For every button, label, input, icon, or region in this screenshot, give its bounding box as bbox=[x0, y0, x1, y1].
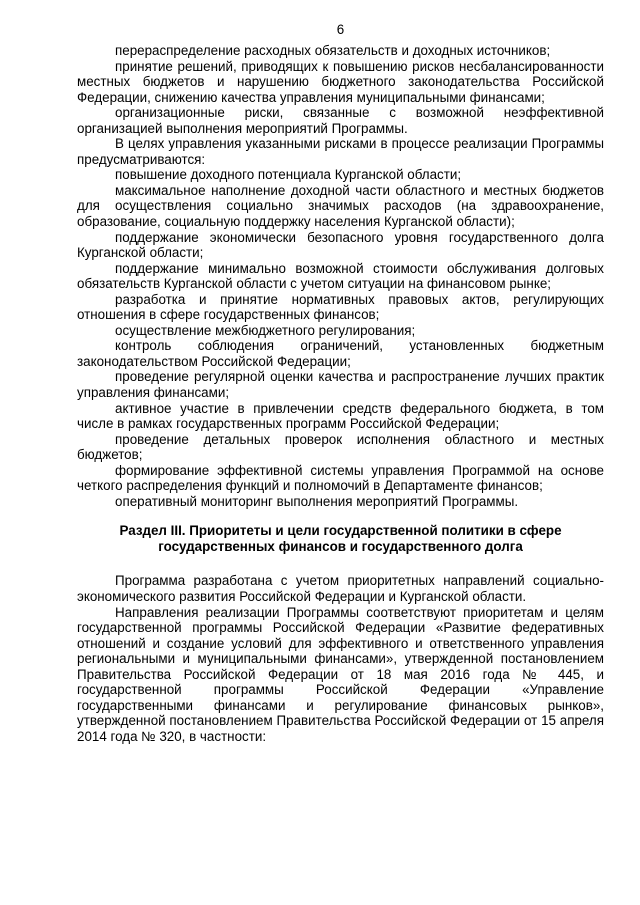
paragraph: активное участие в привлечении средств федерального бюджета, в том числе в рамках государственных программ Российской Федерации; bbox=[77, 400, 604, 432]
paragraph: поддержание экономически безопасного уровня государственного долга Курганской области; bbox=[77, 229, 604, 261]
paragraph: принятие решений, приводящих к повышению рисков несбалансированности местных бюджетов и нарушению бюджетного законодательства Российской Федерации, снижению качества управления муниципальными финансами; bbox=[77, 58, 604, 105]
paragraph: осуществление межбюджетного регулирования; bbox=[115, 322, 416, 338]
paragraph: разработка и принятие нормативных правовых актов, регулирующих отношения в сфере государственных финансов; bbox=[77, 291, 604, 323]
page-number: 6 bbox=[336, 22, 345, 37]
paragraph: поддержание минимально возможной стоимости обслуживания долговых обязательств Курганской области с учетом ситуации на финансовом рынке; bbox=[77, 260, 604, 292]
paragraph: максимальное наполнение доходной части областного и местных бюджетов для осуществления социально значимых расходов (на здравоохранение, образование, социальную поддержку населения Курганской области); bbox=[77, 182, 604, 230]
paragraph: повышение доходного потенциала Курганской области; bbox=[115, 167, 462, 183]
paragraph: проведение регулярной оценки качества и распространение лучших практик управления финансами; bbox=[77, 369, 604, 401]
section-title-line: Раздел III. Приоритеты и цели государственной политики в сфере bbox=[119, 523, 562, 539]
section-title-line: государственных финансов и государственного долга bbox=[158, 539, 523, 555]
paragraph: Программа разработана с учетом приоритетных направлений социально-экономического развития Российской Федерации и Курганской области. bbox=[77, 573, 604, 604]
section-title bbox=[77, 523, 604, 555]
paragraph: контроль соблюдения ограничений, установленных бюджетным законодательством Российской Федерации; bbox=[77, 338, 604, 369]
paragraph: организационные риски, связанные с возможной неэффективной организацией выполнения мероприятий Программы. bbox=[77, 105, 604, 136]
paragraph: проведение детальных проверок исполнения областного и местных бюджетов; bbox=[77, 431, 604, 463]
paragraph: Направления реализации Программы соответствуют приоритетам и целям государственной программы Российской Федерации «Развитие федеративных отношений и создание условий для эффективного и ответственного управления региональными и муниципальными финансами», утвержденной постановлением Правительства Российской Федерации от 18 мая 2016 года № 445, и государственной программы Российской Федерации «Управление государственными финансами и регулирование финансовых рынков», утвержденной постановлением Правительства Российской Федерации от 15 апреля 2014 года № 320, в частности: bbox=[77, 604, 604, 744]
paragraph: перераспределение расходных обязательств и доходных источников; bbox=[115, 43, 551, 58]
paragraph: формирование эффективной системы управления Программой на основе четкого распределения функций и полномочий в Департаменте финансов; bbox=[77, 462, 604, 494]
paragraph: оперативный мониторинг выполнения мероприятий Программы. bbox=[115, 493, 519, 509]
paragraph: В целях управления указанными рисками в процессе реализации Программы предусматриваются: bbox=[77, 136, 604, 167]
